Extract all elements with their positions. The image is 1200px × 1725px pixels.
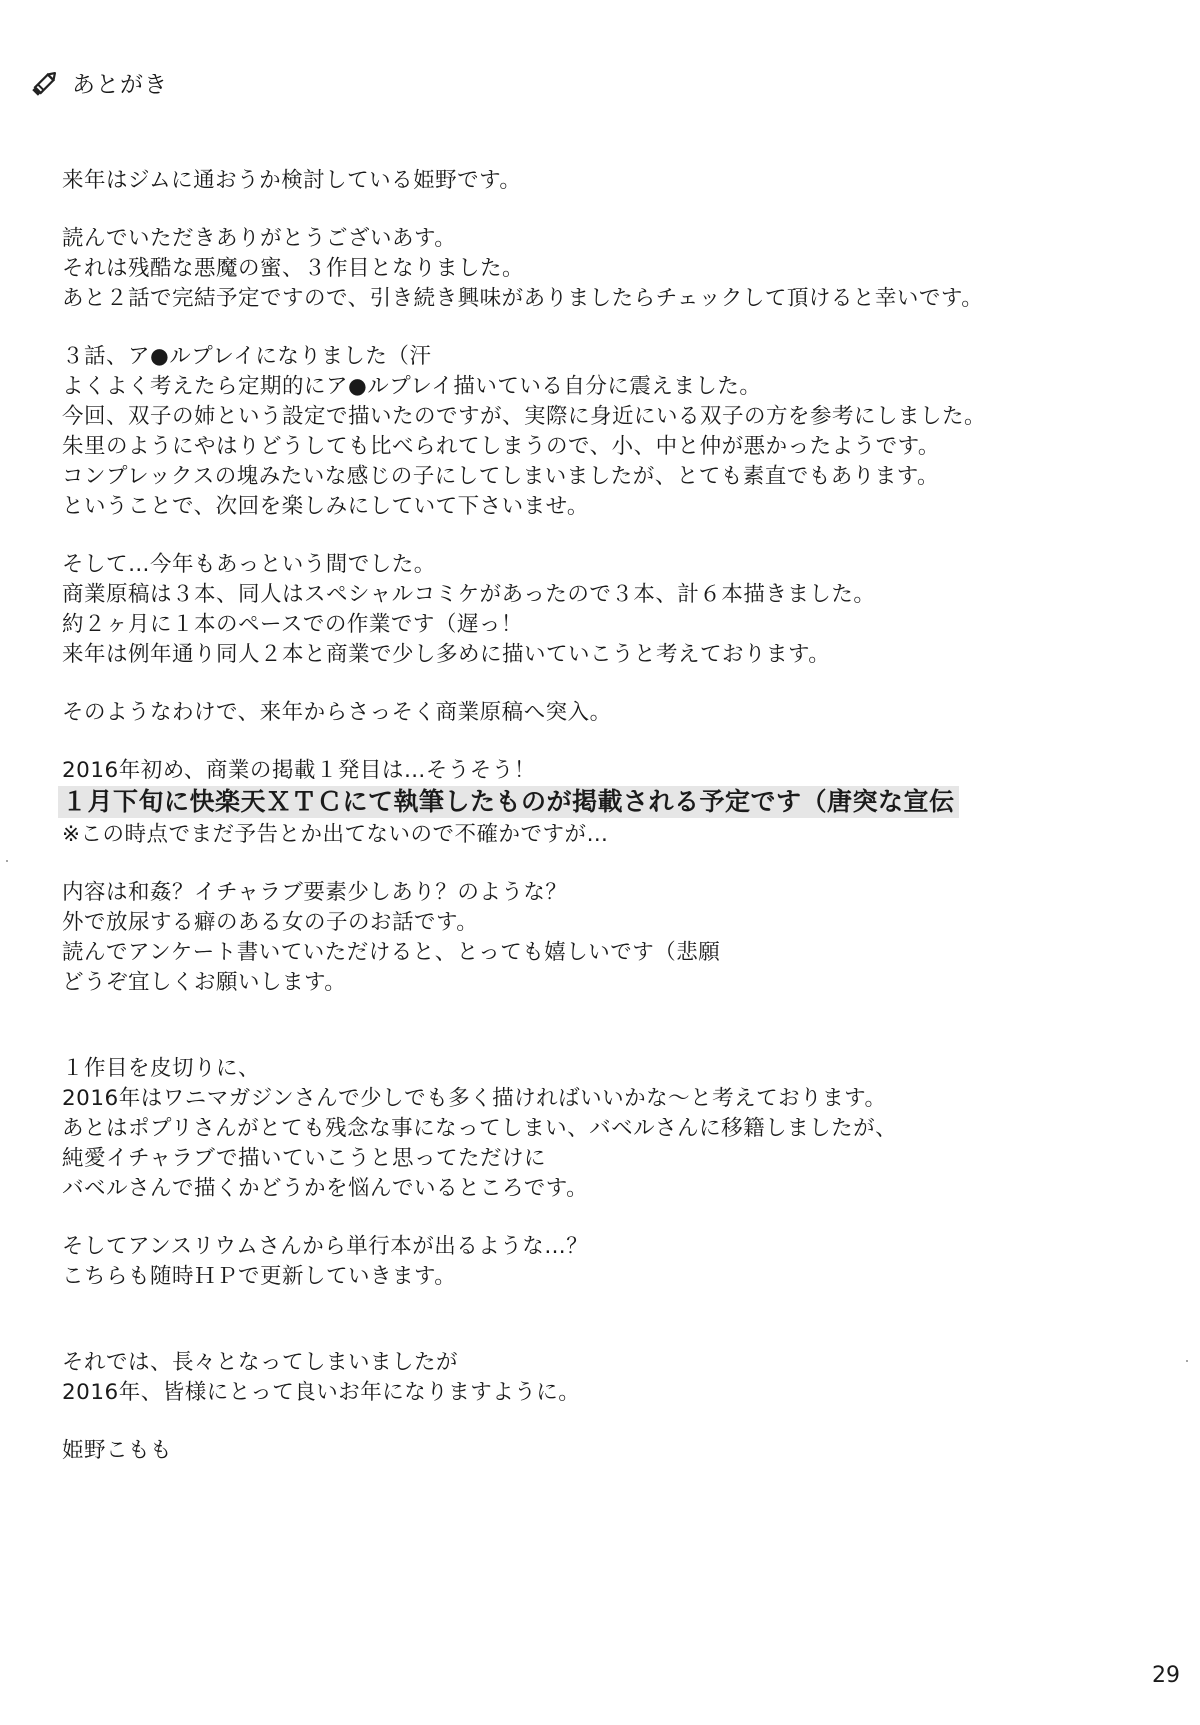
text-line: 来年はジムに通おうか検討している姫野です。	[62, 168, 522, 193]
text-line: 2016年はワニマガジンさんで少しでも多く描ければいいかな～と考えております。	[62, 1086, 887, 1111]
text-line: ３話、ア●ルプレイになりました（汗	[62, 344, 432, 369]
text-line: 朱里のようにやはりどうしても比べられてしまうので、小、中と仲が悪かったようです。	[62, 434, 940, 459]
scan-speck	[6, 860, 8, 862]
text-line: それでは、長々となってしまいましたが	[62, 1350, 459, 1375]
text-line: 約２ヶ月に１本のペースでの作業です（遅っ！	[62, 612, 523, 637]
text-line: 2016年初め、商業の掲載１発目は…そうそう！	[62, 758, 536, 783]
afterword-title: あとがき	[72, 72, 168, 98]
text-line: 外で放尿する癖のある女の子のお話です。	[62, 910, 479, 935]
text-line: 読んでアンケート書いていただけると、とっても嬉しいです（悲願	[62, 940, 721, 965]
text-line: 読んでいただきありがとうございあす。	[62, 226, 457, 251]
disclaimer-note: ※この時点でまだ予告とか出てないので不確かですが…	[62, 822, 609, 847]
text-line: それは残酷な悪魔の蜜、３作目となりました。	[62, 256, 525, 281]
text-line: ということで、次回を楽しみにしていて下さいませ。	[62, 494, 589, 519]
text-line: そして…今年もあっという間でした。	[62, 552, 436, 577]
text-line: バベルさんで描くかどうかを悩んでいるところです。	[62, 1176, 589, 1201]
text-line: あとはポプリさんがとても残念な事になってしまい、バベルさんに移籍しましたが、	[62, 1116, 898, 1141]
text-line: こちらも随時ＨＰで更新していきます。	[62, 1264, 457, 1289]
text-line: 内容は和姦？イチャラブ要素少しあり？のような？	[62, 880, 568, 905]
text-line: 今回、双子の姉という設定で描いたのですが、実際に身近にいる双子の方を参考にしました。	[62, 404, 987, 429]
announcement-highlight: １月下旬に快楽天ＸＴＣにて執筆したものが掲載される予定です（唐突な宣伝	[58, 786, 959, 818]
page-number: 29	[1152, 1663, 1180, 1688]
text-line: 2016年、皆様にとって良いお年になりますように。	[62, 1380, 581, 1405]
pencil-icon	[30, 68, 60, 98]
afterword-header	[30, 66, 168, 99]
text-line: 純愛イチャラブで描いていこうと思ってただけに	[62, 1146, 547, 1171]
text-line: そのようなわけで、来年からさっそく商業原稿へ突入。	[62, 700, 612, 725]
text-line: コンプレックスの塊みたいな感じの子にしてしまいましたが、とても素直でもあります。	[62, 464, 939, 489]
text-line: よくよく考えたら定期的にア●ルプレイ描いている自分に震えました。	[62, 374, 762, 399]
text-line: そしてアンスリウムさんから単行本が出るような…？	[62, 1234, 589, 1259]
author-signature: 姫野こもも	[62, 1438, 173, 1463]
text-line: 商業原稿は３本、同人はスペシャルコミケがあったので３本、計６本描きました。	[62, 582, 876, 607]
text-line: どうぞ宜しくお願いします。	[62, 970, 347, 995]
afterword-body	[62, 166, 1142, 1466]
text-line: 来年は例年通り同人２本と商業で少し多めに描いていこうと考えております。	[62, 642, 831, 667]
scan-speck	[1186, 1360, 1188, 1362]
text-line: あと２話で完結予定ですので、引き続き興味がありましたらチェックして頂けると幸いです。	[62, 286, 984, 311]
text-line: １作目を皮切りに、	[62, 1056, 261, 1081]
